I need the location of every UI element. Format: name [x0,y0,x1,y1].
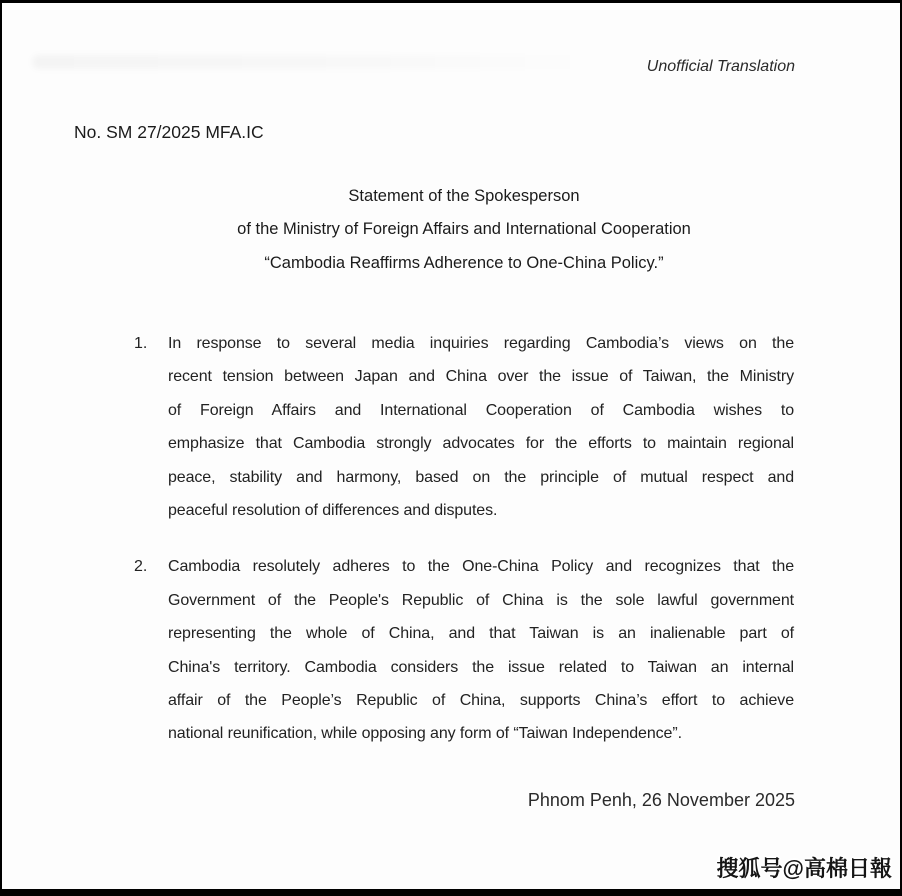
paragraph-line: national reunification, while opposing any form of “Taiwan Independence”. [168,725,682,743]
paragraph-line: of Foreign Affairs and International Cooperation of Cambodia wishes to [168,401,794,419]
document-title [134,180,794,280]
paragraph-line: Government of the People's Republic of China is the sole lawful government [168,591,794,609]
paragraph-text [168,327,794,527]
paragraph-line: representing the whole of China, and that Taiwan is an inalienable part of [168,625,794,643]
paragraph-line: peace, stability and harmony, based on the principle of mutual respect and [168,468,794,486]
dateline: Phnom Penh, 26 November 2025 [527,790,795,810]
paragraph-number: 2. [134,558,148,576]
title-line: of the Ministry of Foreign Affairs and International Cooperation [237,220,691,239]
paragraph-item [134,327,794,527]
sohu-watermark: 搜狐号@高棉日報 [716,856,892,881]
paragraph-line: peaceful resolution of differences and disputes. [168,502,498,520]
unofficial-translation-note: Unofficial Translation [646,58,795,75]
paragraph-line: emphasize that Cambodia strongly advocates for the efforts to maintain regional [168,435,794,453]
paragraph-text [168,550,794,750]
paragraph-line: In response to several media inquiries regarding Cambodia’s views on the [168,335,794,352]
reference-number: No. SM 27/2025 MFA.IC [74,122,264,142]
paragraph-item [134,550,794,750]
title-line: “Cambodia Reaffirms Adherence to One-China Policy.” [264,253,664,272]
paragraph-line: recent tension between Japan and China over the issue of Taiwan, the Ministry [168,368,794,386]
paragraph-line: China's territory. Cambodia considers the issue related to Taiwan an internal [168,658,794,676]
title-line: Statement of the Spokesperson [348,187,580,205]
paragraph-number: 1. [134,335,148,352]
paragraph-line: Cambodia resolutely adheres to the One-China Policy and recognizes that the [168,558,794,576]
scan-smudge-artifact [32,55,592,69]
statement-body [134,327,794,751]
paragraph-line: affair of the People’s Republic of China, supports China’s effort to achieve [168,692,794,710]
